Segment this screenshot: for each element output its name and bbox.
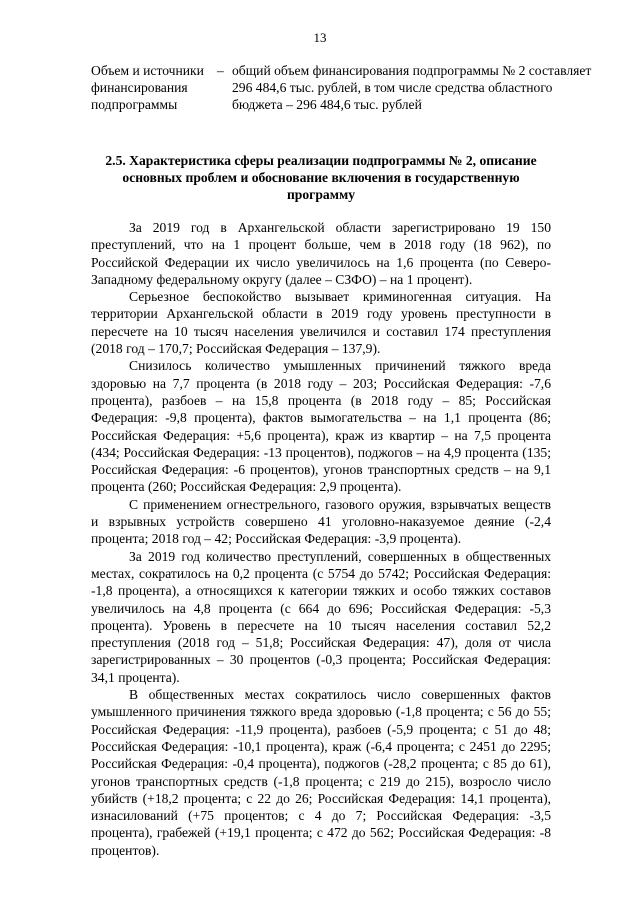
paragraph-crime-total: За 2019 год в Архангельской области зарегистрировано 19 150 преступлений, что на 1 процент больше, чем в 2018 году (18 962), по Российской Федерации их число увеличилось на 1,6 процента (по Северо-Западному федеральному округу (далее – СЗФО) – на 1 процент). <box>91 220 551 287</box>
passport-label: Объем и источники финансирования подпрограммы <box>91 63 204 112</box>
page-number: 13 <box>313 30 327 45</box>
passport-value: общий объем финансирования подпрограммы № 2 составляет 296 484,6 тыс. рублей, в том числе средства областного бюджета – 296 484,6 тыс. рублей <box>232 63 592 112</box>
paragraph-public-places-details: В общественных местах сократилось число совершенных фактов умышленного причинения тяжкого вреда здоровью (-1,8 процента; с 56 до 55; Российская Федерация: -11,9 процента), разбоев (-5,9 процента; с 51 до 48; Российская Федерация: -10,1 процента), краж (-6,4 процента; с 2451 до 2295; Российская Федерация: -0,4 процента), поджогов (-28,2 процента; с 85 до 61), угонов транспортных средств (-1,8 процента; с 219 до 215), возросло число убийств (+18,2 процента; с 22 до 26; Российская Федерация: 14,1 процента), изнасилований (+75 процентов; с 4 до 7; Российская Федерация: -3,5 процента), грабежей (+19,1 процента; с 472 до 562; Российская Федерация: -8 процентов). <box>91 687 551 858</box>
section-body <box>91 219 551 859</box>
paragraph-public-places: За 2019 год количество преступлений, совершенных в общественных местах, сократилось на 0,2 процента (с 5754 до 5742; Российская Федерация: -1,8 процента), а относящихся к категории тяжких и особо тяжких составов увеличилось на 4,8 процента (с 664 до 696; Российская Федерация: -5,3 процента). Уровень в пересчете на 10 тысяч населения составил 52,2 преступления (2018 год – 51,8; Российская Федерация: 47), доля от числа зарегистрированных – 30 процентов (-0,3 процента; Российская Федерация: 34,1 процента). <box>91 548 551 685</box>
paragraph-crime-rate: Серьезное беспокойство вызывает криминогенная ситуация. На территории Архангельской области в 2019 году уровень преступности в пересчете на 10 тысяч населения увеличился и составил 174 преступления (2018 год – 170,7; Российская Федерация – 137,9). <box>91 289 551 357</box>
paragraph-crime-decrease: Снизилось количество умышленных причинений тяжкого вреда здоровью на 7,7 процента (в 2018 году – 203; Российская Федерация: -7,6 процента), разбоев – на 15,8 процента (в 2018 году – 85; Российская Федерация: -9,8 процента), фактов вымогательства – на 1,1 процента (86; Российская Федерация: +5,6 процента), краж из квартир – на 7,5 процента (434; Российская Федерация: -13 процентов), поджогов – на 4,9 процента (135; Российская Федерация: -6 процентов), угонов транспортных средств – на 9,1 процента (260; Российская Федерация: 2,9 процента). <box>91 358 551 495</box>
paragraph-weapons: С применением огнестрельного, газового оружия, взрывчатых веществ и взрывных устройств совершено 41 уголовно-наказуемое деяние (-2,4 процента; 2018 год – 42; Российская Федерация: -3,9 процента). <box>91 496 551 547</box>
section-heading: 2.5. Характеристика сферы реализации подпрограммы № 2, описание основных проблем и обоснование включения в государственную программу <box>105 153 537 202</box>
passport-dash: – <box>217 63 224 78</box>
